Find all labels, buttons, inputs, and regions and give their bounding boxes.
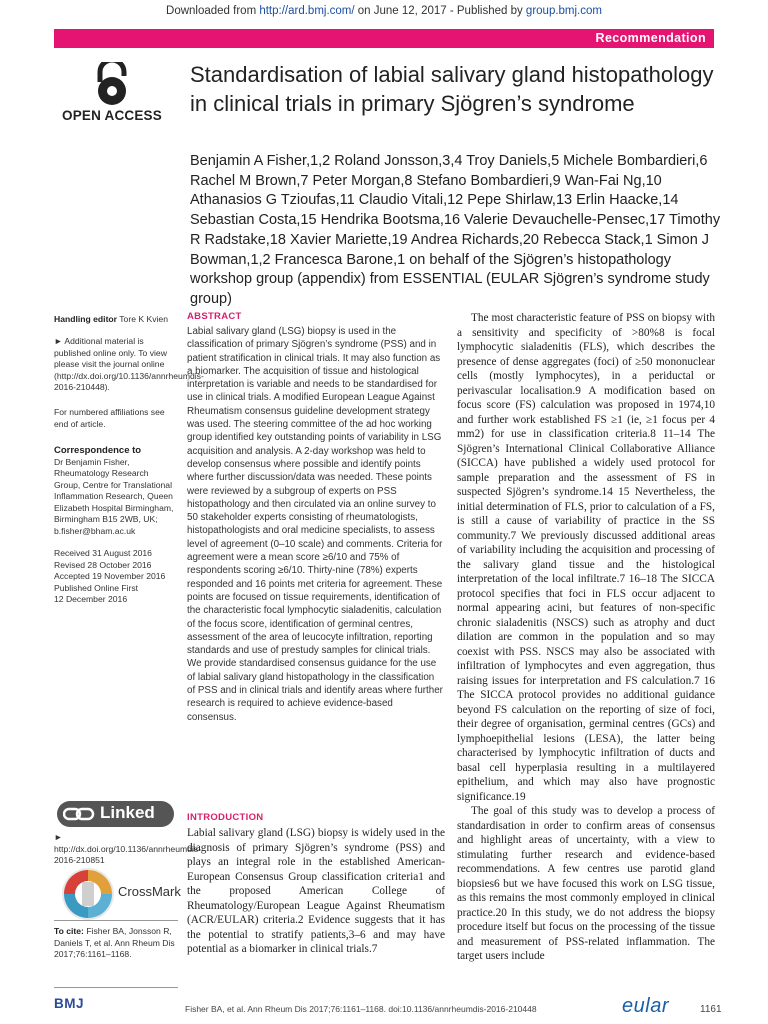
crossmark-label: CrossMark xyxy=(118,884,181,899)
handling-editor: Handling editor Tore K Kvien xyxy=(54,314,168,324)
bmj-logo: BMJ xyxy=(54,996,85,1011)
publisher-link[interactable]: group.bmj.com xyxy=(525,5,602,17)
body-paragraph-1: The most characteristic feature of PSS on biopsy with a sensitivity and specificity of >80%8 is focal lymphocytic sialadenitis (FLS), which describes the presence of dense aggregates (foci) of ≥50 mononuclear cells (mostly lymphocytes), in a periductal or perivascular localisation.9 A modification based on focus score (FS) calculation was proposed in 1974,10 and further work established FS ≥1 (ie, ≥1 focus per 4 mm2) for use in classification criteria.8 11–14 The Sjögren’s International Clinical Collaborative Alliance (SICCA) have published a widely used protocol for sample preparation and the assessment of FS in suspected Sjögren’s syndrome.14 15 Nevertheless, the initial determination of FLS, prior to calculation of a FS, is still a cause of variability of practice in the SS community.7 We previously discussed additional areas of variability including the acquisition and processing of the salivary gland tissue and the histological interpretation of the local infiltrate.7 16–18 The SICCA protocol specifies that foci in FLS occur adjacent to normal appearing acini, but features of non-specific chronic sialadenitis (NSCS) such as atrophy and duct dilation are common in the population and so may coexist with PSS. NSCS may also be associated with infiltration of lymphocytes and even aggregation, thus raising issues for interpretation and FS calculation.7 16 The SICCA protocol provides no additional guidance beyond FS calculation on the reporting of size of foci, their degree of organisation, germinal centres (GCs) and lymphoepithelial lesions (LESA), the latter being characterised by lymphocytic infiltration of ducts and basal cell hyperplasia resulting in a multilayered epithelium, and which may also have prognostic significance.19 xyxy=(457,312,715,803)
author-list: Benjamin A Fisher,1,2 Roland Jonsson,3,4 Troy Daniels,5 Michele Bombardieri,6 Rachel M Brown,7 Peter Morgan,8 Stefano Bombardieri,9 Wan-Fai Ng,10 Athanasios G Tzioufas,11 Claudio Vitali,12 Pepe Shirlaw,13 Erlin Haacke,14 Sebastian Costa,15 Hendrika Bootsma,16 Valerie Devauchelle-Pensec,17 Timothy R Radstake,18 Xavier Mariette,19 Andrea Richards,20 Rebecca Stack,1 Simon J Bowman,1,2 Francesca Barone,1 on behalf of the Sjögren’s histopathology workshop group (appendix) from ESSENTIAL (EULAR Sjögren’s syndrome study group) xyxy=(190,153,721,307)
date-received: Received 31 August 2016 xyxy=(54,548,152,558)
page-number: 1161 xyxy=(700,1004,722,1015)
linked-label: Linked xyxy=(100,803,155,822)
category-label: Recommendation xyxy=(595,31,706,45)
additional-material-note[interactable]: ► Additional material is published online only. To view please visit the journal online (http://dx.doi.org/10.1136/annrheumdis-2016-210448). xyxy=(54,336,204,392)
ard-link[interactable]: http://ard.bmj.com/ xyxy=(259,5,355,17)
introduction-heading: INTRODUCTION xyxy=(187,812,264,823)
cite-text: Fisher BA, Jonsson R, Daniels T, et al. Ann Rheum Dis 2017;76:1161–1168. xyxy=(54,926,175,959)
date-published: 12 December 2016 xyxy=(54,594,128,604)
correspondence-label: Correspondence to xyxy=(54,445,142,456)
article-title: Standardisation of labial salivary gland histopathology in clinical trials in primary Sjögren’s syndrome xyxy=(190,62,714,116)
download-line: Downloaded from http://ard.bmj.com/ on June 12, 2017 - Published by group.bmj.com xyxy=(166,5,602,17)
body-paragraph-2: The goal of this study was to develop a process of standardisation in order to confirm areas of consensus and highlight areas of uncertainty, with a view to stimulating further research and evidence-based recommendations. A few centres use parotid gland biopsies6 but we have focused this work on LSG tissue, as this remains the most commonly employed in clinical practice.20 In this study, we do not address the biopsy procedure itself but focus on the processing of the tissue and measurement of PSS-related inflammation. The target users include xyxy=(457,805,715,962)
affiliations-note: For numbered affiliations see end of article. xyxy=(54,407,165,429)
link-icon xyxy=(63,806,95,822)
crossmark-icon[interactable] xyxy=(60,866,116,922)
open-access-label: OPEN ACCESS xyxy=(62,108,162,123)
article-dates xyxy=(54,548,174,606)
correspondence-text: Dr Benjamin Fisher, Rheumatology Research Group, Centre for Translational Inflammation Research, Queen Elizabeth Hospital Birmingham, Birmingham B15 2WB, UK; b.fisher@bham.ac.uk xyxy=(54,456,174,536)
introduction-text: Labial salivary gland (LSG) biopsy is widely used in the diagnosis of primary Sjögren’s syndrome (PSS) and plays an integral role in the established American-European Consensus Group classification criteria1 and the proposed American College of Rheumatology/European League Against Rheumatism (ACR/EULAR) criteria.2 Evidence suggests that it has the potential to stratify patients,3–6 and may have potential as a biomarker in clinical trials.7 xyxy=(187,827,445,955)
footer-citation: Fisher BA, et al. Ann Rheum Dis 2017;76:1161–1168. doi:10.1136/annrheumdis-2016-210448 xyxy=(185,1004,537,1014)
abstract-text: Labial salivary gland (LSG) biopsy is used in the classification of primary Sjögren’s syndrome (PSS) and in patient stratification in clinical trials. It may also function as a biomarker. The acquisition of tissue and histological interpretation is variable and needs to be standardised for use in clinical trials. A modified European League Against Rheumatism consensus guideline development strategy was used. The steering committee of the ad hoc working group identified key outstanding points of variability in LSG acquisition and analysis. A 2-day workshop was held to develop consensus where possible and identify points where further discussion/data was needed. These points were reviewed by a subgroup of experts on PSS histopathology and then circulated via an online survey to 50 stakeholder experts consisting of rheumatologists, histopathologists and oral medicine specialists, to assess level of agreement (0–10 scale) and comments. Criteria for agreement were a mean score ≥6/10 and 75% of respondents scoring ≥6/10. Thirty-nine (78%) experts responded and 16 points met criteria for agreement. These points are focused on tissue requirements, identification of the characteristic focal lymphocytic sialadenitis, calculation of the focus score, identification of germinal centres, assessment of the area of leucocyte infiltration, reporting standards and use of prestudy samples for clinical trials. We provide standardised consensus guidance for the use of labial salivary gland histopathology in the classification of PSS and in clinical trials and identify areas where further research is required to achieve evidence-based consensus. xyxy=(187,326,443,723)
cite-label: To cite: xyxy=(54,926,84,936)
eular-logo: eular xyxy=(622,995,669,1017)
linked-article-link[interactable]: ► http://dx.doi.org/10.1136/annrheumdis-2016-210851 xyxy=(54,832,201,865)
correspondence xyxy=(54,445,176,537)
abstract-heading: ABSTRACT xyxy=(187,311,242,322)
date-accepted: Accepted 19 November 2016 xyxy=(54,571,166,581)
body-column xyxy=(457,311,715,964)
date-revised: Revised 28 October 2016 xyxy=(54,559,152,570)
cite-box xyxy=(54,920,178,988)
category-bar xyxy=(54,29,714,48)
date-published-label: Published Online First xyxy=(54,582,139,593)
